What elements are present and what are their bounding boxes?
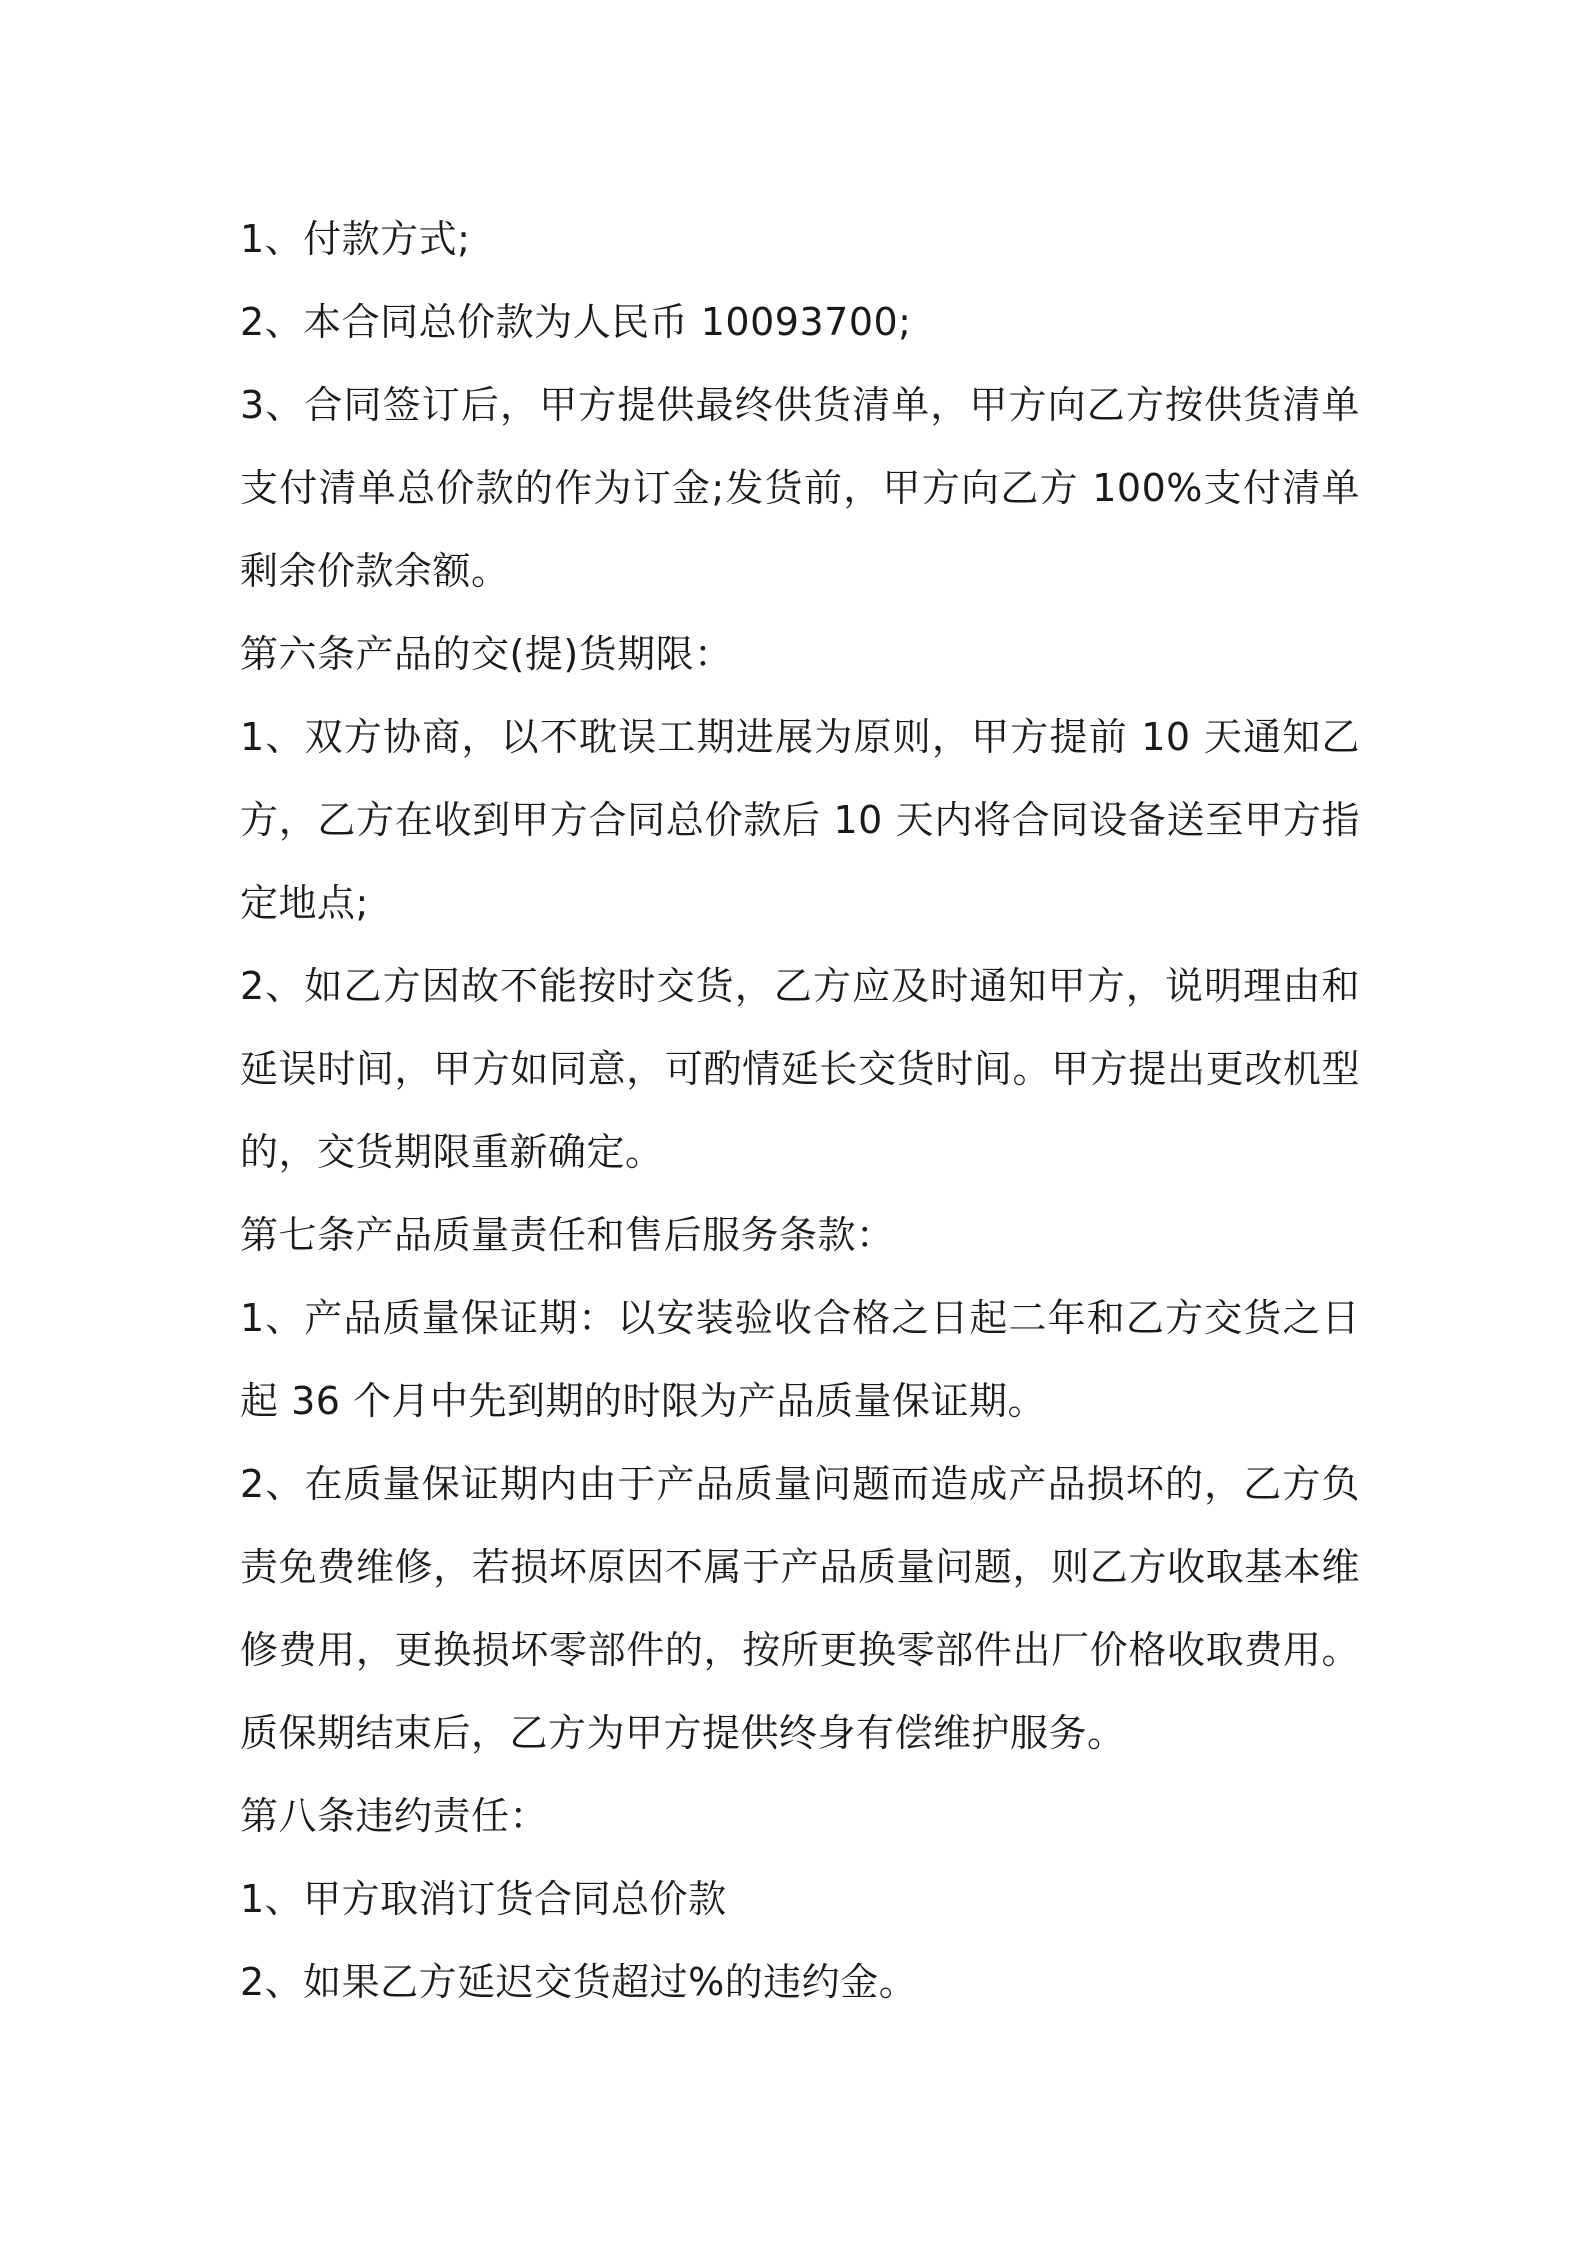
warranty-period-item: 1、产品质量保证期：以安装验收合格之日起二年和乙方交货之日起 36 个月中先到期的时限为产品质量保证期。 <box>240 1296 1360 1423</box>
late-delivery-item: 2、如果乙方延迟交货超过%的违约金。 <box>240 1960 918 2004</box>
deposit-item: 3、合同签订后，甲方提供最终供货清单，甲方向乙方按供货清单支付清单总价款的作为订金;发货前，甲方向乙方 100%支付清单剩余价款余额。 <box>240 383 1360 593</box>
delivery-delay-item: 2、如乙方因故不能按时交货，乙方应及时通知甲方，说明理由和延误时间，甲方如同意，可酌情延长交货时间。甲方提出更改机型的，交货期限重新确定。 <box>240 964 1360 1174</box>
warranty-repair-item: 2、在质量保证期内由于产品质量问题而造成产品损坏的，乙方负责免费维修，若损坏原因不属于产品质量问题，则乙方收取基本维修费用，更换损坏零部件的，按所更换零部件出厂价格收取费用。质保期结束后，乙方为甲方提供终身有偿维护服务。 <box>240 1462 1360 1755</box>
payment-method-item: 1、付款方式; <box>240 217 471 261</box>
document-body <box>240 198 1360 2024</box>
article-six-heading: 第六条产品的交(提)货期限： <box>240 632 733 676</box>
delivery-notice-item: 1、双方协商，以不耽误工期进展为原则，甲方提前 10 天通知乙方，乙方在收到甲方合同总价款后 10 天内将合同设备送至甲方指定地点; <box>240 715 1360 925</box>
total-price-item: 2、本合同总价款为人民币 10093700; <box>240 300 912 344</box>
article-eight-heading: 第八条违约责任： <box>240 1794 549 1838</box>
cancellation-item: 1、甲方取消订货合同总价款 <box>240 1877 727 1921</box>
article-seven-heading: 第七条产品质量责任和售后服务条款： <box>240 1213 895 1257</box>
